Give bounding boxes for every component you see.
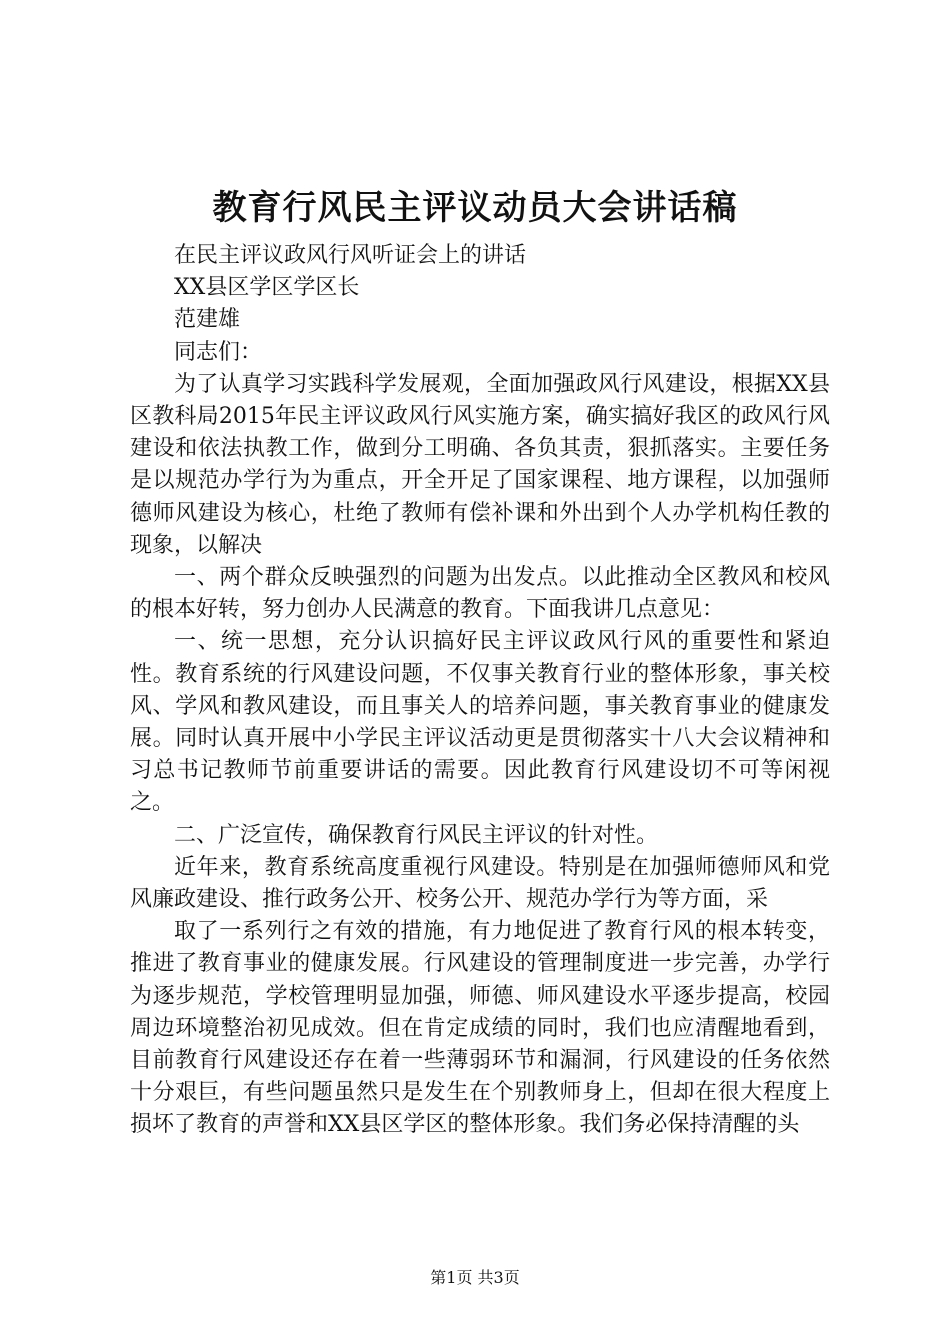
speaker-position: XX县区学区学区长 [174, 275, 360, 301]
speaker-name: 范建雄 [174, 307, 241, 333]
body-paragraph: 一、统一思想，充分认识搞好民主评议政风行风的重要性和紧迫性。教育系统的行风建设问题，不仅事关教育行业的整体形象，事关校风、学风和教风建设，而且事关人的培养问题，事关教育事业的健康发展。同时认真开展中小学民主评议活动更是贯彻落实十八大会议精神和习总书记教师节前重要讲话的需要。因此教育行风建设切不可等闲视之。 [130, 629, 830, 816]
page-number-footer: 第1页 共3页 [430, 1268, 520, 1287]
body-paragraph: 二、广泛宣传，确保教育行风民主评议的针对性。 [174, 822, 659, 848]
body-paragraph: 一、两个群众反映强烈的问题为出发点。以此推动全区教风和校风的根本好转，努力创办人民满意的教育。下面我讲几点意见： [130, 565, 830, 623]
document-body [130, 240, 830, 1142]
body-paragraph: 取了一系列行之有效的措施，有力地促进了教育行风的根本转变，推进了教育事业的健康发展。行风建设的管理制度进一步完善，办学行为逐步规范，学校管理明显加强，师德、师风建设水平逐步提高，校园周边环境整治初见成效。但在肯定成绩的同时，我们也应清醒地看到，目前教育行风建设还存在着一些薄弱环节和漏洞，行风建设的任务依然十分艰巨，有些问题虽然只是发生在个别教师身上，但却在很大程度上损坏了教育的声誉和XX县区学区的整体形象。我们务必保持清醒的头 [130, 919, 830, 1138]
salutation: 同志们： [174, 339, 263, 365]
speech-heading: 在民主评议政风行风听证会上的讲话 [174, 243, 527, 268]
body-paragraph: 为了认真学习实践科学发展观，全面加强政风行风建设，根据XX县区教科局2015年民主评议政风行风实施方案，确实搞好我区的政风行风建设和依法执教工作，做到分工明确、各负其责，狠抓落实。主要任务是以规范办学行为为重点，开全开足了国家课程、地方课程，以加强师德师风建设为核心，杜绝了教师有偿补课和外出到个人办学机构任教的现象，以解决 [130, 371, 830, 558]
body-paragraph: 近年来，教育系统高度重视行风建设。特别是在加强师德师风和党风廉政建设、推行政务公开、校务公开、规范办学行为等方面，采 [130, 854, 830, 913]
document-title: 教育行风民主评议动员大会讲话稿 [212, 188, 738, 228]
